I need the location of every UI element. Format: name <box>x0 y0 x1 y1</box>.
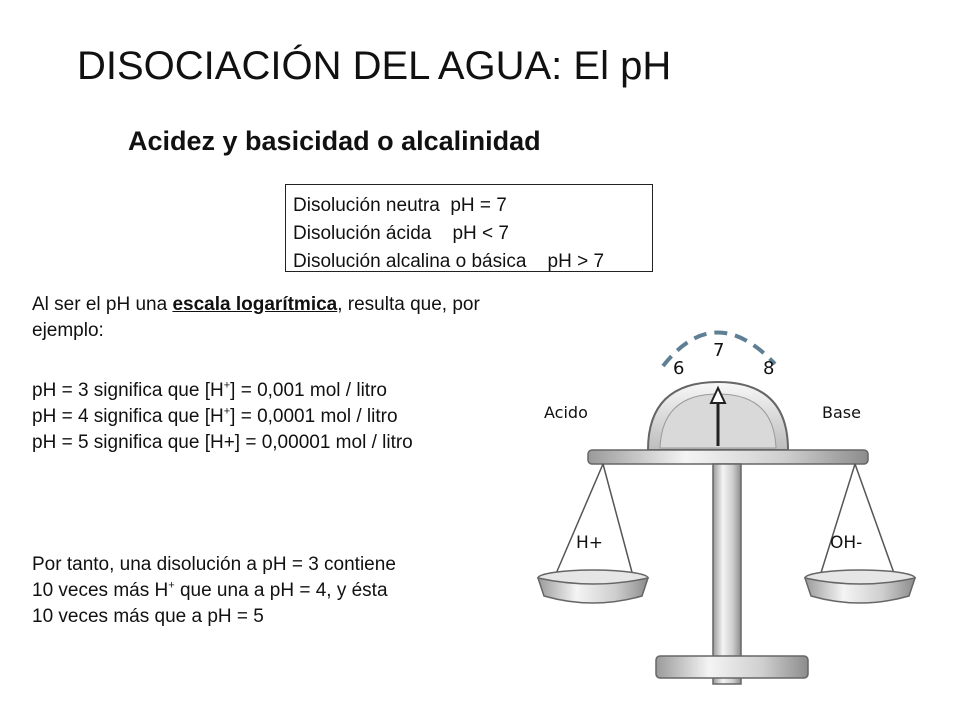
dial-number-8: 8 <box>763 358 775 379</box>
superscript: + <box>223 405 231 418</box>
right-pan-string <box>820 464 855 576</box>
examples-block <box>32 378 512 456</box>
ph-definition-box <box>285 184 653 272</box>
log-scale-paragraph <box>32 292 512 344</box>
example-ph4-value: ] = 0,0001 mol / litro <box>230 406 398 427</box>
alkaline-line: Disolución alcalina o básica pH > 7 <box>293 251 605 272</box>
conclusion-line-3: 10 veces más que a pH = 5 <box>32 606 264 627</box>
example-ph3 <box>32 378 512 404</box>
right-pan-label: OH- <box>830 533 863 553</box>
base-label: Base <box>822 403 861 422</box>
superscript: + <box>168 579 175 592</box>
conclusion-text-end: que una a pH = 4, y ésta <box>174 580 388 601</box>
scale-post <box>713 464 741 684</box>
example-ph4 <box>32 404 512 430</box>
dial-number-7: 7 <box>713 340 725 361</box>
acid-line: Disolución ácida pH < 7 <box>293 223 509 244</box>
conclusion-line-2 <box>32 578 512 604</box>
example-ph3-value: ] = 0,001 mol / litro <box>230 380 387 401</box>
superscript: + <box>223 379 231 392</box>
acid-label: Acido <box>544 403 588 422</box>
balance-scale-illustration <box>530 300 950 720</box>
left-pan-label: H+ <box>576 533 604 553</box>
slide-title: DISOCIACIÓN DEL AGUA: El pH <box>77 44 672 88</box>
scale-beam <box>588 450 868 464</box>
example-ph3-text: pH = 3 significa que [H <box>32 380 224 401</box>
conclusion-line-1: Por tanto, una disolución a pH = 3 contiene <box>32 554 396 575</box>
neutral-line: Disolución neutra pH = 7 <box>293 195 507 216</box>
example-ph5: pH = 5 significa que [H+] = 0,00001 mol / litro <box>32 432 413 453</box>
conclusion-block <box>32 552 512 630</box>
log-scale-emphasis: escala logarítmica <box>172 294 338 315</box>
left-pan-string <box>603 464 633 576</box>
intro-text-end: , resulta que, por ejemplo: <box>32 294 480 341</box>
conclusion-text: 10 veces más H <box>32 580 169 601</box>
left-pan-string <box>555 464 603 576</box>
example-ph4-text: pH = 4 significa que [H <box>32 406 224 427</box>
dial-number-6: 6 <box>673 358 685 379</box>
right-pan-string <box>855 464 895 576</box>
slide-subtitle: Acidez y basicidad o alcalinidad <box>128 126 541 156</box>
scale-base <box>656 656 808 678</box>
intro-text: Al ser el pH una <box>32 294 173 315</box>
